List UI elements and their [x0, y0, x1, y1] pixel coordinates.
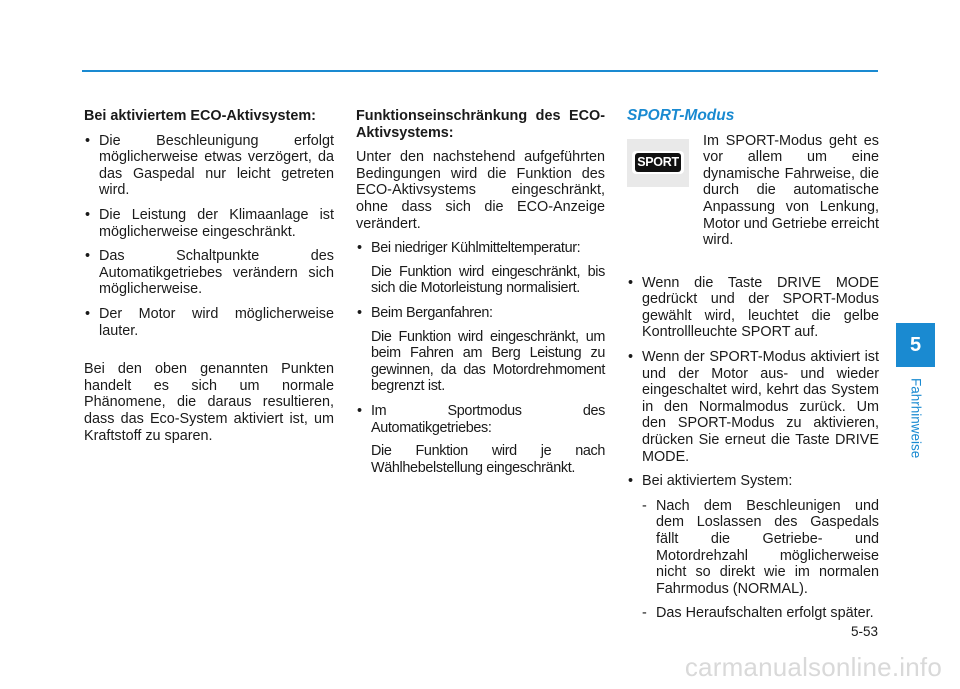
condition-text: Die Funktion wird je nach Wählhebelstellung eingeschränkt. — [371, 443, 605, 476]
sport-mode-title: SPORT-Modus — [627, 107, 735, 124]
eco-active-list — [84, 133, 334, 340]
sport-intro-block — [627, 133, 879, 267]
condition-label: Bei niedriger Kühlmitteltemperatur: — [371, 240, 581, 257]
list-item — [627, 473, 879, 622]
list-item: - Nach dem Beschleunigen und dem Loslassen des Gaspedals fällt die Getriebe- und Motordrehzahl möglicherweise nicht so direkt wie im normalen Fahrmodus (NORMAL). — [642, 498, 879, 598]
system-active-label: Bei aktiviertem System: — [642, 473, 793, 490]
list-item: • Der Motor wird möglicherweise lauter. — [84, 306, 334, 339]
condition-label: Im Sportmodus des Automatikgetriebes: — [371, 402, 605, 436]
sport-badge-label: SPORT — [635, 153, 681, 172]
eco-restrictions-heading: Funktionseinschränkung des ECO-Aktivsystems: — [356, 108, 605, 141]
list-item — [356, 305, 605, 395]
list-item: • Die Leistung der Klimaanlage ist möglicherweise eingeschränkt. — [84, 207, 334, 240]
sport-intro-text: Im SPORT-Modus geht es vor allem um eine dynamische Fahrweise, die durch die automatische Anpassung von Lenkung, Motor und Getriebe erreicht wird. — [703, 132, 879, 249]
list-item: • Wenn die Taste DRIVE MODE gedrückt und der SPORT-Modus gewählt wird, leuchtet die gelbe Kontrollleuchte SPORT auf. — [627, 275, 879, 341]
list-item — [356, 403, 605, 476]
list-item: • Das Schaltpunkte des Automatikgetriebes verändern sich möglicherweise. — [84, 248, 334, 298]
eco-restrictions-intro: Unter den nachstehend aufgeführten Bedingungen wird die Funktion des ECO-Aktivsystems eingeschränkt, ohne dass sich die ECO-Anzeige verändert. — [356, 149, 605, 232]
condition-label: Beim Berganfahren: — [371, 304, 493, 321]
column-sport-mode — [627, 108, 879, 630]
top-rule — [82, 70, 878, 72]
list-item — [356, 240, 605, 297]
sport-badge — [632, 151, 684, 174]
condition-text: Die Funktion wird eingeschränkt, um beim Fahren am Berg Leistung zu gewinnen, da das Motordrehmoment begrenzt ist. — [371, 328, 605, 395]
eco-note-paragraph: Bei den oben genannten Punkten handelt es sich um normale Phänomene, die daraus resultieren, dass das Eco-System aktiviert ist, um Kraftstoff zu sparen. — [84, 361, 334, 444]
chapter-label: Fahrhinweise — [908, 378, 924, 459]
eco-restrictions-list — [356, 240, 605, 476]
column-eco-active — [84, 108, 334, 452]
sport-dash-list — [642, 498, 879, 622]
sport-list — [627, 275, 879, 622]
list-item: • Wenn der SPORT-Modus aktiviert ist und der Motor aus- und wieder eingeschaltet wird, kehrt das System in den Normalmodus zurück. Um den SPORT-Modus zu aktivieren, drücken Sie erneut die Taste DRIVE MODE. — [627, 349, 879, 465]
sport-mode-icon — [627, 139, 689, 187]
chapter-number-tab: 5 — [896, 323, 935, 367]
eco-active-heading: Bei aktiviertem ECO-Aktivsystem: — [84, 108, 316, 124]
condition-text: Die Funktion wird eingeschränkt, bis sich die Motorleistung normalisiert. — [371, 263, 605, 297]
watermark: carmanualsonline.info — [684, 652, 942, 682]
list-item: • Die Beschleunigung erfolgt möglicherweise etwas verzögert, da das Gaspedal nur leicht getreten wird. — [84, 133, 334, 199]
page-number: 5-53 — [850, 624, 878, 639]
column-eco-restrictions — [356, 108, 605, 484]
list-item: - Das Heraufschalten erfolgt später. — [642, 605, 879, 622]
